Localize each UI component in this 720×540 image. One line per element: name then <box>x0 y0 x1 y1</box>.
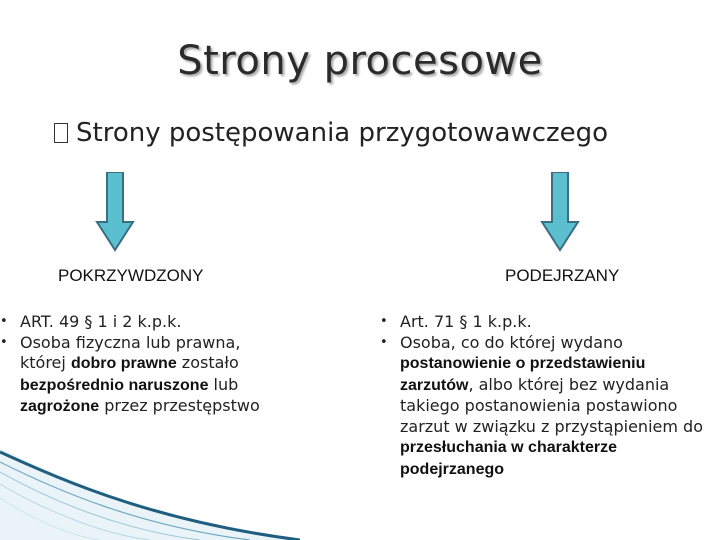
text-segment: Osoba fizyczna lub prawna, której <box>20 332 241 372</box>
square-bullet-icon <box>54 123 68 143</box>
down-arrow-icon-left <box>95 172 135 252</box>
subtitle-line <box>54 118 608 148</box>
list-item-text: Art. 71 § 1 k.p.k. <box>400 312 532 331</box>
bullet-dot-icon: • <box>380 314 388 329</box>
bullet-dot-icon: • <box>0 314 8 329</box>
list-item-text: ART. 49 § 1 i 2 k.p.k. <box>20 312 182 331</box>
decorative-swoosh <box>0 448 300 540</box>
text-segment: , albo której bez wydania takiego postanowienia postawiono zarzut w związku z przystąpieniem do <box>400 374 703 436</box>
text-segment: lub <box>208 374 239 394</box>
list-item <box>380 333 715 481</box>
slide-title: Strony procesowe <box>177 38 543 84</box>
bullet-dot-icon: • <box>0 334 8 350</box>
bullet-dot-icon: • <box>380 334 388 350</box>
left-bullet-list <box>0 312 290 418</box>
list-item <box>0 333 290 418</box>
heading-pokrzywdzony: POKRZYWDZONY <box>58 266 204 285</box>
bold-segment: bezpośrednio naruszone <box>20 376 209 394</box>
text-segment: przez przestępstwo <box>99 396 260 415</box>
down-arrow-icon-right <box>540 172 580 252</box>
list-item <box>0 312 290 333</box>
bold-segment: przesłuchania w charakterze podejrzanego <box>400 439 617 478</box>
right-bullet-list <box>380 312 715 480</box>
bold-segment: dobro prawne <box>70 355 177 372</box>
bold-segment: postanowienie o przedstawieniu zarzutów <box>400 355 646 394</box>
text-segment: Osoba, co do której wydano <box>400 332 623 352</box>
heading-podejrzany: PODEJRZANY <box>505 266 620 285</box>
list-item <box>380 312 715 333</box>
subtitle-text: Strony postępowania przygotowawczego <box>76 118 609 148</box>
text-segment: zostało <box>176 353 239 372</box>
bold-segment: zagrożone <box>20 398 100 415</box>
